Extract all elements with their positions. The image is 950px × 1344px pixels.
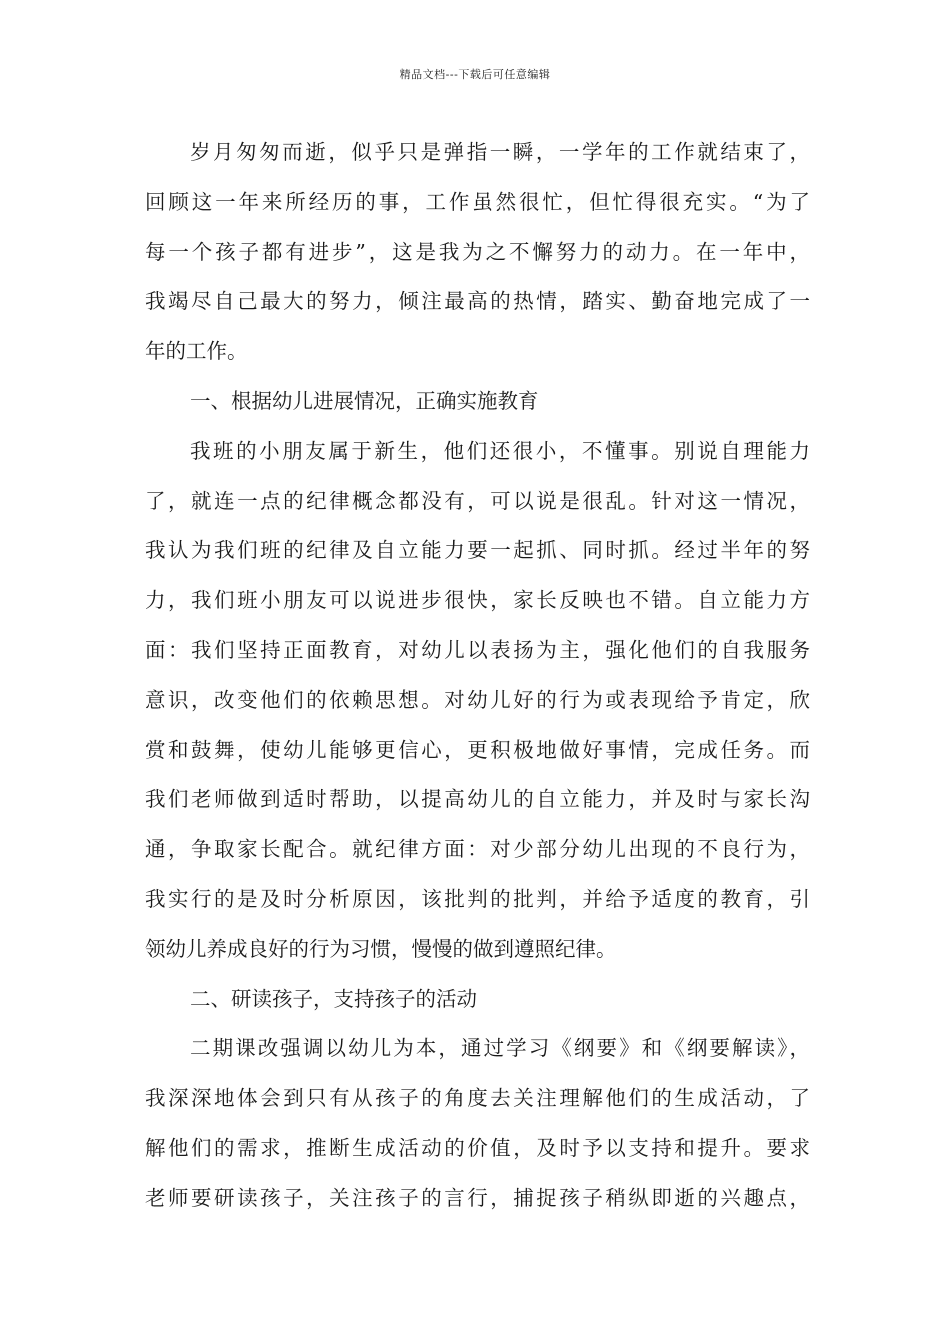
paragraph-line: 年的工作。 xyxy=(145,339,248,364)
paragraph-line: 领幼儿养成良好的行为习惯，慢慢的做到遵照纪律。 xyxy=(145,936,617,961)
paragraph-line: 了，就连一点的纪律概念都没有，可以说是很乱。针对这一情况， xyxy=(145,488,810,513)
paragraph-line: 我们老师做到适时帮助，以提高幼儿的自立能力，并及时与家长沟 xyxy=(145,787,810,812)
paragraph-line: 面：我们坚持正面教育，对幼儿以表扬为主，强化他们的自我服务 xyxy=(145,637,810,662)
paragraph-line: 我班的小朋友属于新生，他们还很小，不懂事。别说自理能力 xyxy=(190,438,810,463)
section-heading: 二、研读孩子，支持孩子的活动 xyxy=(190,986,477,1011)
header-note: 精品文档---下载后可任意编辑 xyxy=(399,68,551,81)
paragraph-line: 力，我们班小朋友可以说进步很快，家长反映也不错。自立能力方 xyxy=(145,588,810,613)
paragraph-line: 回顾这一年来所经历的事，工作虽然很忙，但忙得很充实。“为了 xyxy=(145,189,810,214)
paragraph-line: 通，争取家长配合。就纪律方面：对少部分幼儿出现的不良行为， xyxy=(145,837,810,862)
paragraph-line: 二期课改强调以幼儿为本，通过学习《纲要》和《纲要解读》， xyxy=(190,1036,810,1061)
paragraph-line: 赏和鼓舞，使幼儿能够更信心，更积极地做好事情，完成任务。而 xyxy=(145,737,810,762)
paragraph-line: 解他们的需求，推断生成活动的价值，及时予以支持和提升。要求 xyxy=(145,1135,810,1160)
section-heading: 一、根据幼儿进展情况，正确实施教育 xyxy=(190,388,539,413)
paragraph-line: 我深深地体会到只有从孩子的角度去关注理解他们的生成活动，了 xyxy=(145,1086,810,1111)
paragraph-line: 每一个孩子都有进步”，这是我为之不懈努力的动力。在一年中， xyxy=(145,239,810,264)
paragraph-line: 我实行的是及时分析原因，该批判的批判，并给予适度的教育，引 xyxy=(145,886,810,911)
paragraph-line: 我竭尽自己最大的努力，倾注最高的热情，踏实、勤奋地完成了一 xyxy=(145,289,810,314)
paragraph-line: 意识，改变他们的依赖思想。对幼儿好的行为或表现给予肯定，欣 xyxy=(145,687,810,712)
body-text xyxy=(145,128,810,1224)
paragraph-line: 岁月匆匆而逝，似乎只是弹指一瞬，一学年的工作就结束了， xyxy=(190,140,810,164)
paragraph-line: 老师要研读孩子，关注孩子的言行，捕捉孩子稍纵即逝的兴趣点， xyxy=(145,1185,810,1210)
paragraph-line: 我认为我们班的纪律及自立能力要一起抓、同时抓。经过半年的努 xyxy=(145,538,810,563)
